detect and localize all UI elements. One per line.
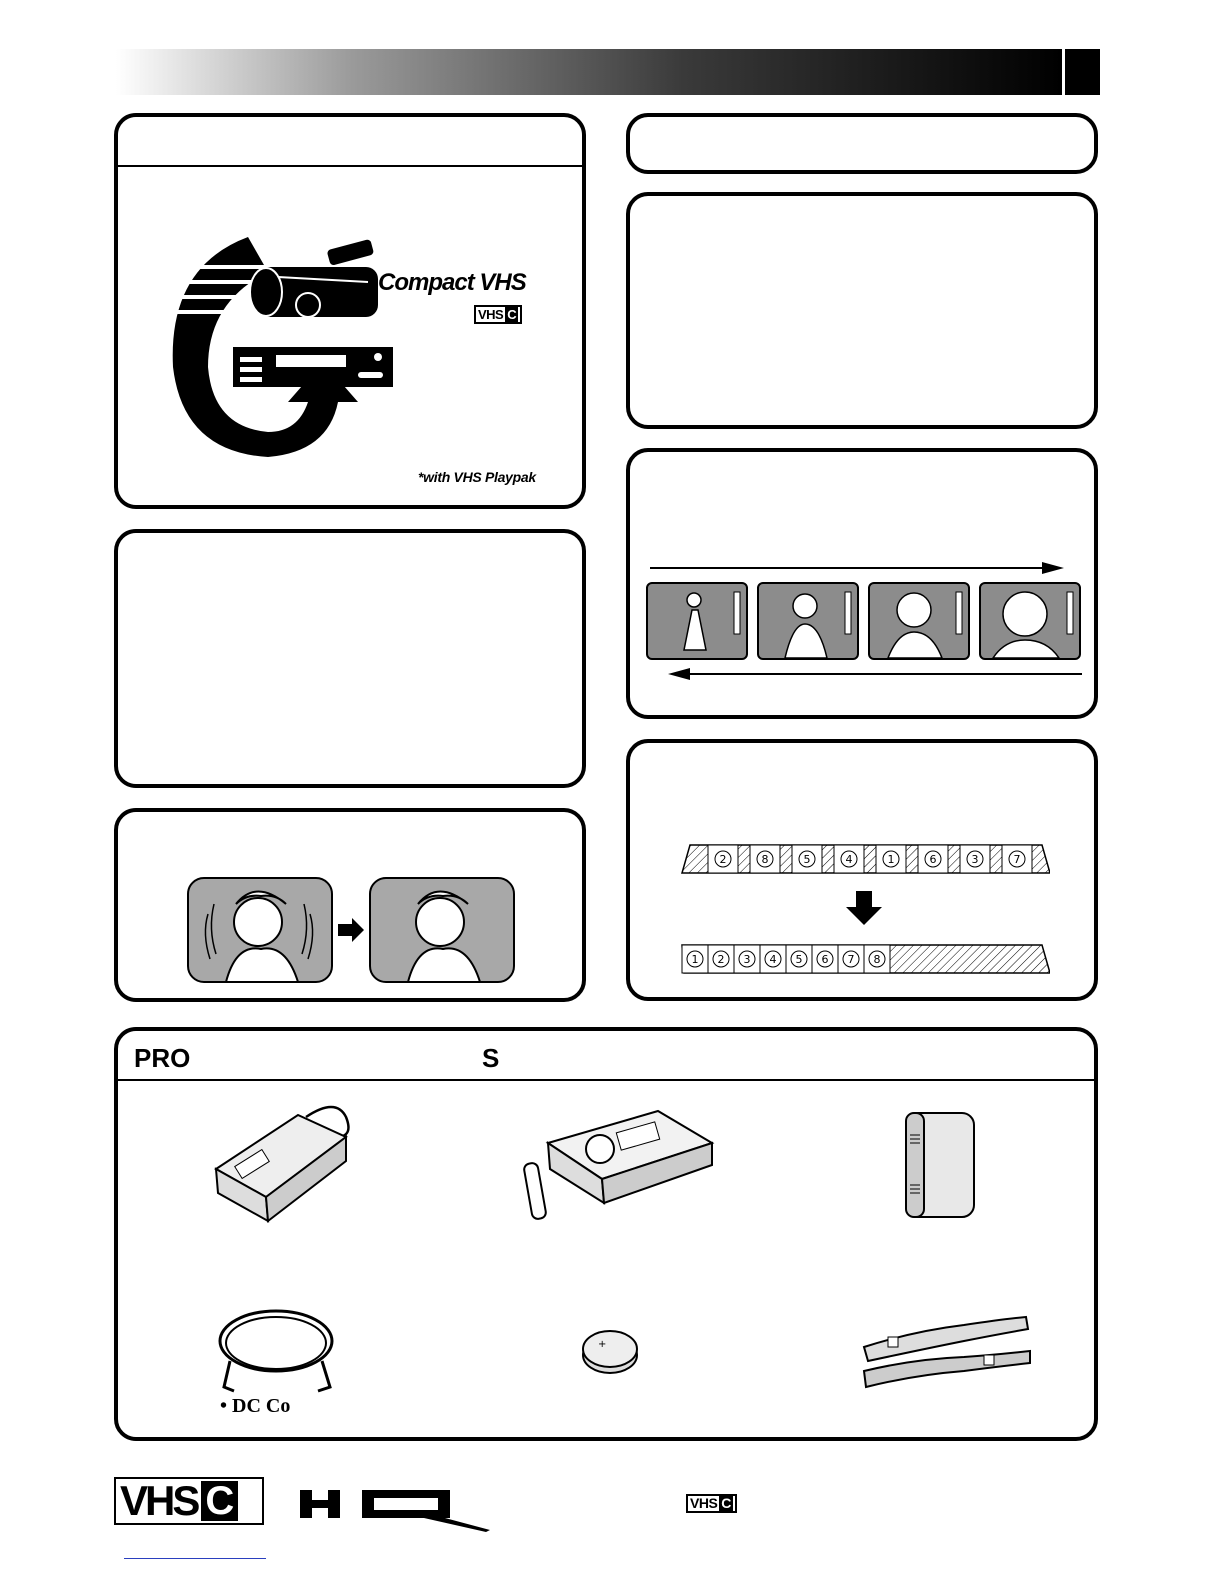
scene-number: 3 — [743, 953, 751, 966]
figure-closeup-icon — [981, 584, 1079, 658]
figure-medium-icon — [759, 584, 857, 658]
compact-vhs-logo: Compact VHS — [378, 269, 526, 296]
feature-panel-right-upper — [626, 192, 1098, 429]
scene-number: 2 — [719, 853, 727, 866]
scene-order-diagram — [680, 839, 1050, 975]
battery-pack-icon — [902, 1105, 982, 1221]
shoulder-strap-icon — [854, 1311, 1034, 1395]
vhs-c-badge — [474, 305, 522, 324]
footer-vhs-text: VHS — [120, 1477, 198, 1524]
scene-number: 5 — [795, 953, 803, 966]
camcorder-vcr-illustration — [158, 227, 398, 467]
footer-small-badge-text: VHS — [690, 1495, 718, 1511]
provided-accessories-panel — [114, 1027, 1098, 1441]
scene-number: 6 — [821, 953, 829, 966]
cassette-adapter-icon — [518, 1103, 718, 1223]
header-tab — [1065, 49, 1100, 95]
scene-number: 8 — [761, 853, 769, 866]
panel-divider — [118, 165, 582, 167]
footer-hq-logo — [300, 1488, 492, 1532]
lithium-battery-icon — [580, 1325, 640, 1375]
image-stabilizer-panel — [114, 808, 586, 1002]
scene-number: 7 — [847, 953, 855, 966]
scene-number: 5 — [803, 853, 811, 866]
scene-number: 7 — [1013, 853, 1021, 866]
scene-number: 2 — [717, 953, 725, 966]
footer-link-underline — [124, 1558, 266, 1559]
scene-number: 1 — [691, 953, 699, 966]
feature-panel-left-middle — [114, 529, 586, 788]
header-gradient-bar — [116, 49, 1062, 95]
badge-c: C — [507, 307, 517, 322]
zoom-panel — [626, 448, 1098, 719]
accessories-title-left: PRO — [134, 1043, 191, 1073]
accessories-title-right: S — [482, 1043, 500, 1073]
zoom-out-arrow — [666, 666, 1086, 682]
footer-small-badge-c: C — [721, 1495, 731, 1511]
figure-large-icon — [870, 584, 968, 658]
zoom-frame-1 — [646, 582, 748, 660]
dc-cord-icon — [214, 1301, 344, 1401]
footer-c-text: C — [201, 1481, 238, 1521]
stabilizer-illustration — [186, 874, 518, 986]
ac-adapter-icon — [206, 1097, 366, 1227]
scene-number: 4 — [845, 853, 853, 866]
zoom-in-arrow — [646, 560, 1066, 576]
scene-number: 8 — [873, 953, 881, 966]
footer-small-vhs-badge — [686, 1494, 737, 1513]
svg-text:+: + — [598, 1339, 607, 1350]
right-title-panel — [626, 113, 1098, 174]
accessories-divider — [118, 1079, 1094, 1081]
dc-cord-label: • DC Co — [220, 1395, 291, 1417]
zoom-frame-2 — [757, 582, 859, 660]
scene-number: 3 — [971, 853, 979, 866]
playpak-footnote: *with VHS Playpak — [418, 469, 536, 485]
zoom-frame-4 — [979, 582, 1081, 660]
badge-text: VHS — [478, 307, 504, 322]
scene-order-panel — [626, 739, 1098, 1001]
scene-number: 6 — [929, 853, 937, 866]
zoom-frame-3 — [868, 582, 970, 660]
compact-vhs-panel — [114, 113, 586, 509]
scene-number: 4 — [769, 953, 777, 966]
footer-vhs-c-logo — [114, 1477, 264, 1525]
scene-number: 1 — [887, 853, 895, 866]
figure-small-icon — [648, 584, 746, 658]
